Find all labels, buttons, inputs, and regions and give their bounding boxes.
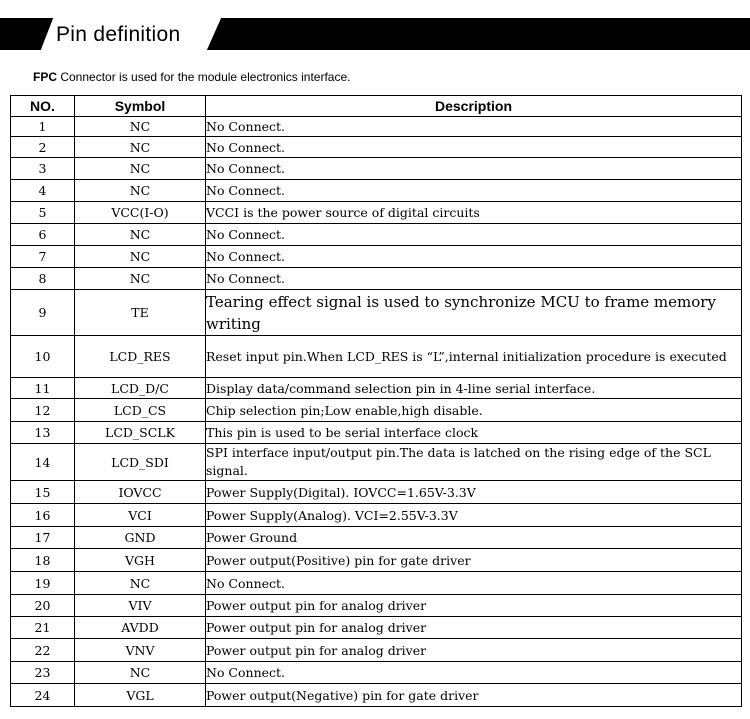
pin-symbol: LCD_SDI <box>75 444 206 481</box>
pin-symbol: NC <box>75 158 206 180</box>
pin-number: 9 <box>11 290 75 336</box>
pin-symbol: GND <box>75 527 206 549</box>
pin-symbol: LCD_D/C <box>75 378 206 399</box>
pin-number: 22 <box>11 639 75 662</box>
pin-number: 19 <box>11 572 75 595</box>
pin-description: No Connect. <box>206 224 742 246</box>
table-header-row <box>11 96 742 117</box>
pin-symbol: IOVCC <box>75 481 206 504</box>
table-row <box>11 378 742 399</box>
pin-description: No Connect. <box>206 246 742 268</box>
pin-description: No Connect. <box>206 662 742 684</box>
pin-number: 4 <box>11 180 75 202</box>
pin-number: 13 <box>11 422 75 444</box>
column-header-no: NO. <box>11 96 75 117</box>
table-row <box>11 662 742 684</box>
pin-number: 8 <box>11 268 75 290</box>
pin-description: No Connect. <box>206 268 742 290</box>
pin-description: VCCI is the power source of digital circuits <box>206 202 742 224</box>
pin-symbol: NC <box>75 137 206 158</box>
table-row <box>11 617 742 639</box>
pin-number: 12 <box>11 399 75 422</box>
pin-symbol: LCD_CS <box>75 399 206 422</box>
pin-symbol: LCD_SCLK <box>75 422 206 444</box>
pin-description: Display data/command selection pin in 4-line serial interface. <box>206 378 742 399</box>
pin-symbol: NC <box>75 268 206 290</box>
table-row <box>11 481 742 504</box>
table-row <box>11 399 742 422</box>
pin-number: 16 <box>11 504 75 527</box>
pin-description: Chip selection pin;Low enable,high disable. <box>206 399 742 422</box>
pin-description: Reset input pin.When LCD_RES is “L”,internal initialization procedure is executed <box>206 336 742 378</box>
pin-description: Power output(Positive) pin for gate driver <box>206 549 742 572</box>
intro-text <box>33 70 350 84</box>
pin-description: Power Ground <box>206 527 742 549</box>
table-row <box>11 684 742 707</box>
pin-number: 11 <box>11 378 75 399</box>
pin-symbol: VGH <box>75 549 206 572</box>
pin-number: 21 <box>11 617 75 639</box>
pin-description: Power output pin for analog driver <box>206 617 742 639</box>
pin-description: No Connect. <box>206 180 742 202</box>
table-row <box>11 117 742 137</box>
pin-number: 1 <box>11 117 75 137</box>
pin-number: 10 <box>11 336 75 378</box>
pin-number: 15 <box>11 481 75 504</box>
pin-number: 24 <box>11 684 75 707</box>
pin-description: No Connect. <box>206 117 742 137</box>
pin-symbol: NC <box>75 246 206 268</box>
pin-symbol: VCI <box>75 504 206 527</box>
table-row <box>11 268 742 290</box>
table-row <box>11 137 742 158</box>
table-row <box>11 224 742 246</box>
intro-bold: FPC <box>33 70 57 84</box>
pin-number: 3 <box>11 158 75 180</box>
pin-description: Power Supply(Digital). IOVCC=1.65V-3.3V <box>206 481 742 504</box>
pin-description: Power output(Negative) pin for gate driver <box>206 684 742 707</box>
pin-symbol: NC <box>75 662 206 684</box>
pin-symbol: VIV <box>75 595 206 617</box>
pin-description: No Connect. <box>206 137 742 158</box>
pin-symbol: NC <box>75 572 206 595</box>
table-row <box>11 444 742 481</box>
pin-number: 23 <box>11 662 75 684</box>
pin-symbol: TE <box>75 290 206 336</box>
table-row <box>11 290 742 336</box>
pin-symbol: NC <box>75 180 206 202</box>
pin-number: 17 <box>11 527 75 549</box>
table-row <box>11 336 742 378</box>
table-row <box>11 595 742 617</box>
pin-symbol: NC <box>75 117 206 137</box>
table-row <box>11 246 742 268</box>
table-row <box>11 422 742 444</box>
table-row <box>11 180 742 202</box>
pin-number: 20 <box>11 595 75 617</box>
pin-number: 2 <box>11 137 75 158</box>
table-row <box>11 572 742 595</box>
pin-number: 5 <box>11 202 75 224</box>
column-header-description: Description <box>206 96 742 117</box>
intro-rest: Connector is used for the module electronics interface. <box>57 70 351 84</box>
pin-symbol: LCD_RES <box>75 336 206 378</box>
pin-description: SPI interface input/output pin.The data is latched on the rising edge of the SCL signal. <box>206 444 742 481</box>
table-row <box>11 504 742 527</box>
page-title: Pin definition <box>56 23 181 46</box>
column-header-symbol: Symbol <box>75 96 206 117</box>
pin-description: Power output pin for analog driver <box>206 595 742 617</box>
pin-table <box>10 95 742 707</box>
pin-number: 7 <box>11 246 75 268</box>
pin-symbol: NC <box>75 224 206 246</box>
pin-number: 6 <box>11 224 75 246</box>
pin-number: 18 <box>11 549 75 572</box>
pin-symbol: VNV <box>75 639 206 662</box>
table-row <box>11 527 742 549</box>
pin-description: Power output pin for analog driver <box>206 639 742 662</box>
pin-symbol: VCC(I-O) <box>75 202 206 224</box>
table-row <box>11 202 742 224</box>
pin-symbol: AVDD <box>75 617 206 639</box>
pin-symbol: VGL <box>75 684 206 707</box>
pin-description: No Connect. <box>206 572 742 595</box>
pin-description: Power Supply(Analog). VCI=2.55V-3.3V <box>206 504 742 527</box>
pin-description: This pin is used to be serial interface clock <box>206 422 742 444</box>
table-row <box>11 639 742 662</box>
pin-number: 14 <box>11 444 75 481</box>
table-row <box>11 158 742 180</box>
table-row <box>11 549 742 572</box>
pin-description: Tearing effect signal is used to synchronize MCU to frame memory writing <box>206 290 742 336</box>
pin-description: No Connect. <box>206 158 742 180</box>
